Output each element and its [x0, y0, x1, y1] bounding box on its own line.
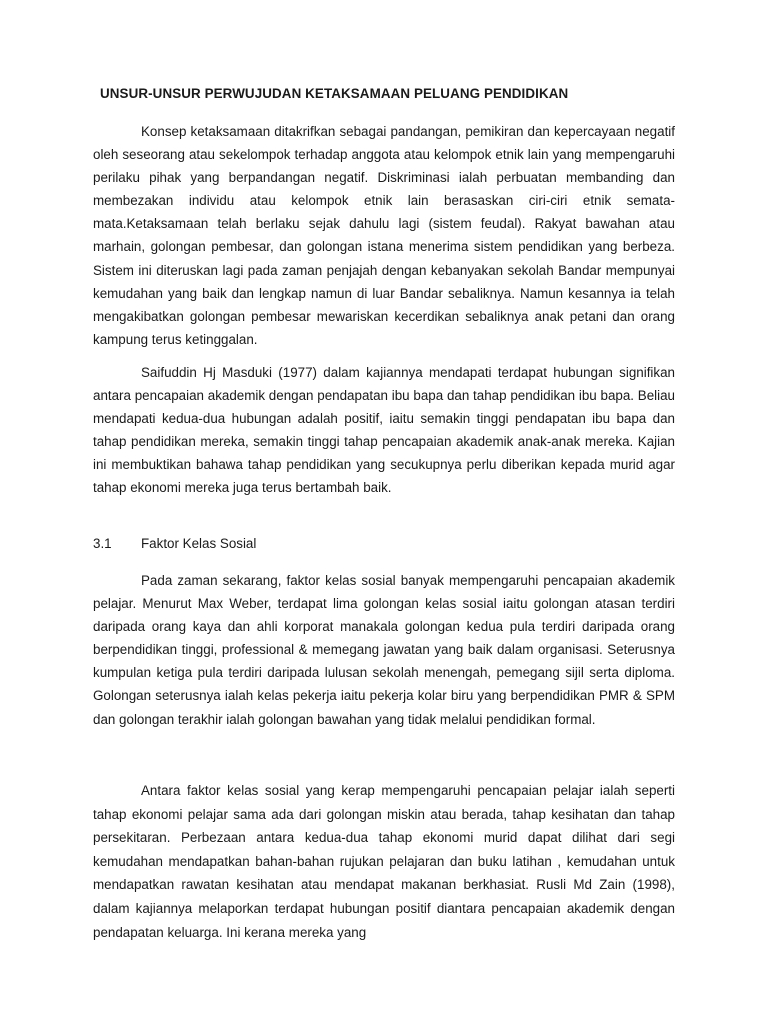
paragraph-block-3 — [93, 569, 675, 731]
section-number: 3.1 — [93, 536, 112, 551]
paragraph-block-1 — [93, 120, 675, 351]
section-heading — [93, 536, 256, 551]
paragraph-text: Pada zaman sekarang, faktor kelas sosial banyak mempengaruhi pencapaian akademik pelajar. Menurut Max Weber, terdapat lima golongan kelas sosial iaitu golongan atasan terdiri daripada orang kaya dan ahli korporat manakala golongan kedua pula terdiri daripada orang berpendidikan tinggi, professional & memegang jawatan yang baik dalam organisasi. Seterusnya kumpulan ketiga pula terdiri daripada lulusan sekolah menengah, pemegang sijil serta diploma. Golongan seterusnya ialah kelas pekerja iaitu pekerja kolar biru yang berpendidikan PMR & SPM dan golongan terakhir ialah golongan bawahan yang tidak melalui pendidikan formal. — [93, 573, 675, 727]
paragraph-text: Antara faktor kelas sosial yang kerap mempengaruhi pencapaian pelajar ialah seperti tahap ekonomi pelajar sama ada dari golongan miskin atau berada, tahap kesihatan dan tahap persekitaran. Perbezaan antara kedua-dua tahap ekonomi murid dapat dilihat dari segi kemudahan mendapatkan bahan-bahan rujukan pelajaran dan buku latihan , kemudahan untuk mendapatkan rawatan kesihatan atau mendapat makanan berkhasiat. Rusli Md Zain (1998), dalam kajiannya melaporkan terdapat hubungan positif diantara pencapaian akademik dengan pendapatan keluarga. Ini kerana mereka yang — [93, 783, 675, 940]
section-title: Faktor Kelas Sosial — [141, 536, 257, 551]
document-title: UNSUR-UNSUR PERWUJUDAN KETAKSAMAAN PELUANG PENDIDIKAN — [100, 86, 569, 101]
paragraph-text: Konsep ketaksamaan ditakrifkan sebagai pandangan, pemikiran dan kepercayaan negatif oleh seseorang atau sekelompok terhadap anggota atau kelompok etnik lain yang mempengaruhi perilaku pihak yang berpandangan negatif. Diskriminasi ialah perbuatan membanding dan membezakan individu atau kelompok etnik lain berasaskan ciri-ciri etnik semata-mata.Ketaksamaan telah berlaku sejak dahulu lagi (sistem feudal). Rakyat bawahan atau marhain, golongan pembesar, dan golongan istana menerima sistem pendidikan yang berbeza. Sistem ini diteruskan lagi pada zaman penjajah dengan kebanyakan sekolah Bandar mempunyai kemudahan yang baik dan lengkap namun di luar Bandar sebaliknya. Namun kesannya ia telah mengakibatkan golongan pembesar mewariskan kecerdikan sebaliknya anak petani dan orang kampung terus ketinggalan. — [93, 124, 675, 347]
paragraph-block-2 — [93, 361, 675, 500]
paragraph-text: Saifuddin Hj Masduki (1977) dalam kajiannya mendapati terdapat hubungan signifikan antara pencapaian akademik dengan pendapatan ibu bapa dan tahap pendidikan ibu bapa. Beliau mendapati kedua-dua hubungan adalah positif, iaitu semakin tinggi pendapatan ibu bapa dan tahap pendidikan mereka, semakin tinggi tahap pencapaian akademik anak-anak mereka. Kajian ini membuktikan bahawa tahap pendidikan yang secukupnya perlu diberikan kepada murid agar tahap ekonomi mereka juga terus bertambah baik. — [93, 365, 675, 496]
paragraph-block-4 — [93, 779, 675, 944]
